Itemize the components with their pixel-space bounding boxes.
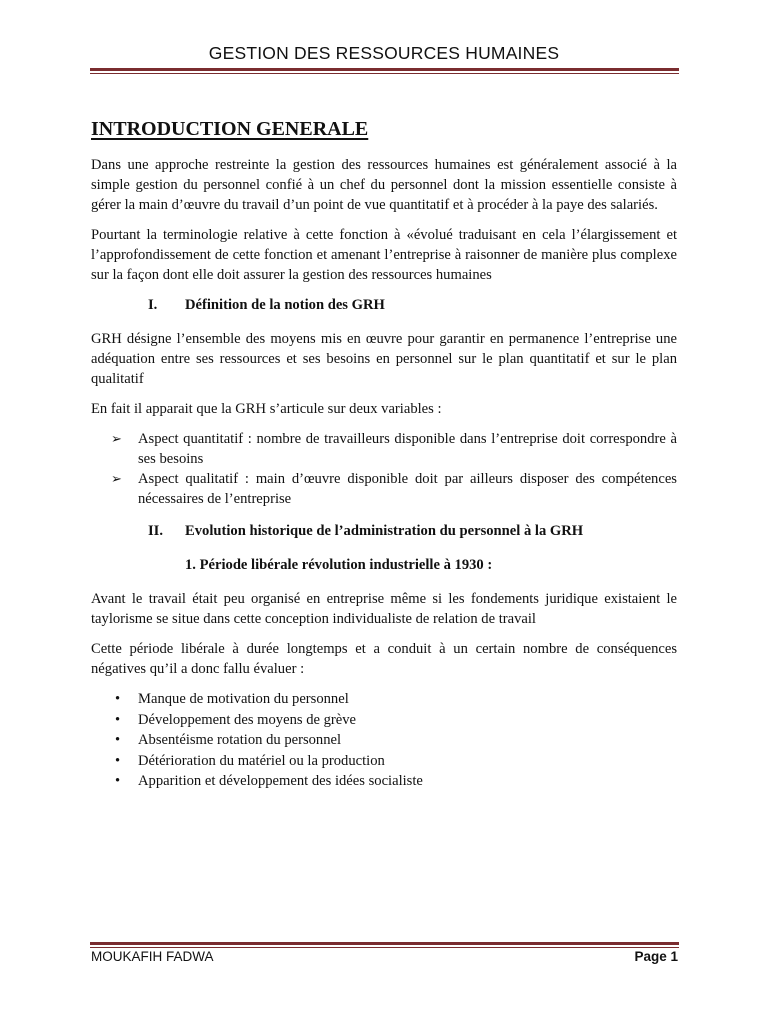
list-item [91, 689, 677, 710]
consequences-list [91, 689, 677, 792]
section-2-number: II. [148, 523, 164, 539]
section-1-number: I. [148, 297, 158, 313]
list-item [91, 730, 677, 751]
list-item [91, 771, 677, 792]
document-body [91, 118, 677, 804]
section-1-heading [91, 295, 677, 315]
arrow-bullet-icon: ➢ [111, 471, 122, 486]
footer-rule-thick [90, 942, 679, 945]
section-1-paragraph-1: GRH désigne l’ensemble des moyens mis en œuvre pour garantir en permanence l’entreprise une adéquation entre ses ressources et ses besoins en personnel sur le plan quantitatif et sur le plan qualitatif [91, 331, 677, 387]
list-item-text: Aspect quantitatif : nombre de travailleurs disponible dans l’entreprise doit correspondre à ses besoins [138, 431, 677, 467]
header-rule-thin [90, 73, 679, 74]
list-item-text: Développement des moyens de grève [138, 711, 357, 728]
page-header-title: GESTION DES RESSOURCES HUMAINES [208, 43, 560, 63]
list-item [91, 710, 677, 731]
intro-paragraph-1: Dans une approche restreinte la gestion des ressources humaines est généralement associé à la simple gestion du personnel confié à un chef du personnel dont la mission essentielle consiste à gérer la main d’œuvre du travail d’un point de vue quantitatif et à procéder à la paye des salariés. [91, 157, 677, 213]
list-item-text: Aspect qualitatif : main d’œuvre disponible doit par ailleurs disposer des compétences nécessaires de l’entreprise [138, 471, 677, 507]
subsection-1-heading: 1. Période libérale révolution industrielle à 1930 : [185, 557, 493, 573]
main-title: INTRODUCTION GENERALE [91, 118, 369, 140]
list-item [91, 751, 677, 772]
list-item [91, 429, 677, 469]
footer-page-number: Page 1 [634, 949, 678, 964]
section-2-title: Evolution historique de l’administration du personnel à la GRH [185, 523, 584, 539]
footer-rule [90, 942, 679, 948]
bullet-icon: • [115, 773, 121, 789]
bullet-icon: • [115, 711, 121, 728]
section-1-title: Définition de la notion des GRH [185, 297, 385, 313]
section-2-paragraph-1: Avant le travail était peu organisé en entreprise même si les fondements juridique existaient le taylorisme se situe dans cette conception individualiste de relation de travail [91, 591, 677, 627]
variables-list [91, 429, 677, 509]
section-1-paragraph-2: En fait il apparait que la GRH s’articule sur deux variables : [91, 401, 442, 417]
bullet-icon: • [115, 752, 121, 769]
section-2-heading [91, 521, 677, 541]
intro-paragraph-2: Pourtant la terminologie relative à cette fonction à «évolué traduisant en cela l’élargissement et l’approfondissement de cette fonction et amenant l’entreprise à raisonner de manière plus complexe sur la façon dont elle doit assurer la gestion des ressources humaines [91, 227, 677, 283]
header-rule [90, 68, 679, 74]
list-item-text: Détérioration du matériel ou la production [138, 752, 385, 769]
list-item-text: Absentéisme rotation du personnel [138, 732, 342, 748]
bullet-icon: • [115, 691, 121, 707]
footer-rule-thin [90, 947, 679, 948]
list-item [91, 469, 677, 509]
section-2-paragraph-2: Cette période libérale à durée longtemps et a conduit à un certain nombre de conséquences négatives qu’il a donc fallu évaluer : [91, 641, 677, 677]
bullet-icon: • [115, 732, 121, 748]
footer-author: MOUKAFIH FADWA [91, 949, 214, 964]
list-item-text: Apparition et développement des idées socialiste [138, 773, 423, 789]
arrow-bullet-icon: ➢ [111, 431, 122, 446]
header-rule-thick [90, 68, 679, 71]
list-item-text: Manque de motivation du personnel [138, 691, 349, 707]
